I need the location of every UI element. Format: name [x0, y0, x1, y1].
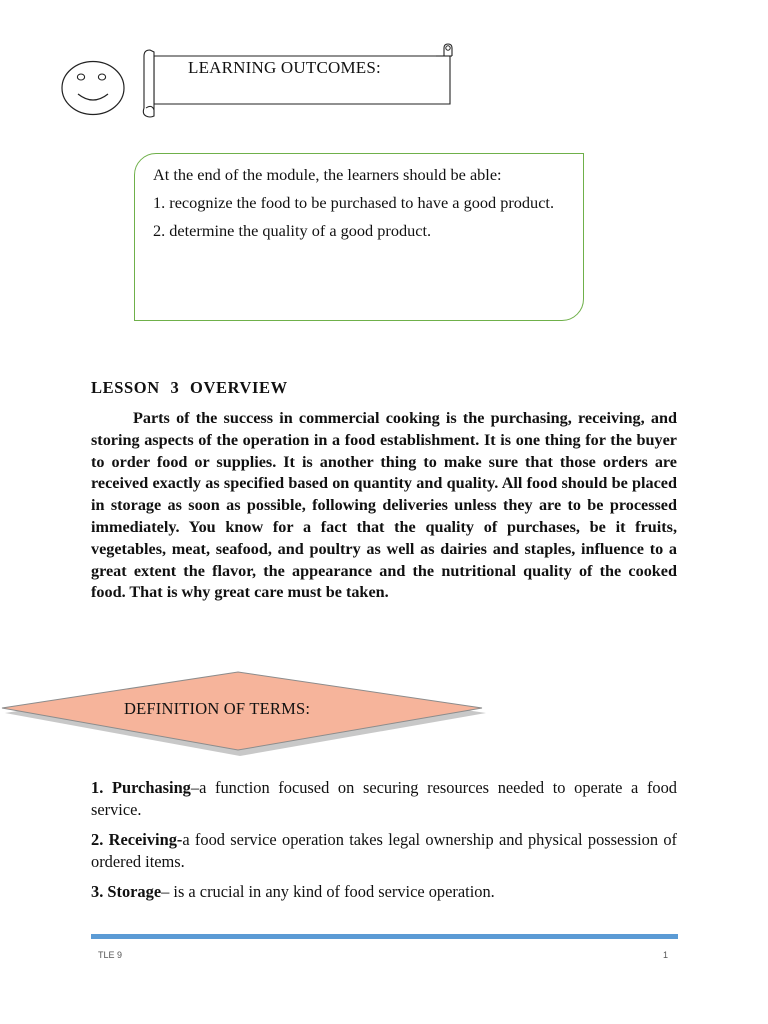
scroll-banner — [140, 42, 458, 118]
term-definition: is a crucial in any kind of food service operation. — [173, 882, 495, 901]
term-item — [91, 829, 677, 873]
term-definition: a food service operation takes legal ownership and physical possession of ordered items. — [91, 830, 678, 871]
footer-divider — [91, 934, 678, 939]
outcome-item-1: 1. recognize the food to be purchased to have a good product. — [153, 193, 555, 212]
smiley-icon — [60, 60, 126, 116]
lesson-heading: LESSON 3 OVERVIEW — [91, 378, 288, 397]
page-number: 1 — [663, 950, 669, 960]
definition-of-terms-heading: DEFINITION OF TERMS: — [124, 699, 311, 718]
outcomes-box — [134, 153, 584, 321]
terms-list — [91, 777, 677, 911]
term-definition: a function focused on securing resources needed to operate a food service. — [91, 778, 678, 819]
learning-outcomes-title: LEARNING OUTCOMES: — [188, 58, 381, 77]
term-item: 1. Purchasing–a function focused on securing resources needed to operate a food service. — [91, 778, 678, 819]
term-name: 3. Storage — [91, 882, 162, 901]
outcomes-intro: At the end of the module, the learners should be able: — [153, 165, 502, 184]
term-item: 3. Storage– is a crucial in any kind of food service operation. — [91, 882, 495, 901]
lesson-overview-paragraph: Parts of the success in commercial cooking is the purchasing, receiving, and storing aspects of the operation in a food establishment. It is one thing for the buyer to order food or supplies. It is another thing to make sure that those orders are received exactly as specified based on quantity and quality. All food should be placed in storage as soon as possible, following deliveries unless they are to be processed immediately. You know for a fact that the quality of purchases, be it fruits, vegetables, meat, seafood, and poultry as well as dairies and staples, influence to a great extent the flavor, the appearance and the nutritional quality of the cooked food. That is why great care must be taken. — [91, 409, 677, 602]
term-name: 1. Purchasing — [91, 778, 191, 797]
footer-subject: TLE 9 — [98, 950, 123, 960]
outcome-item-2: 2. determine the quality of a good product. — [153, 221, 432, 240]
term-name: 2. Receiving- — [91, 830, 183, 849]
